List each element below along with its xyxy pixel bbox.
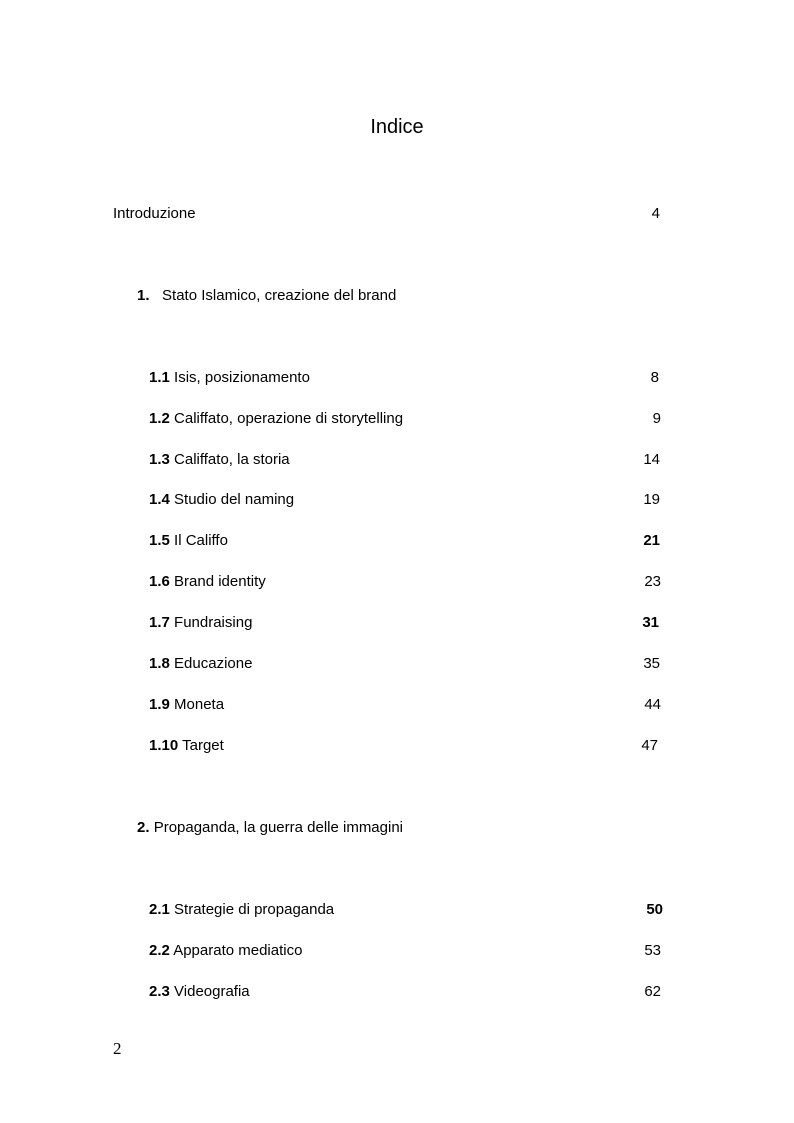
toc-item-label: Isis, posizionamento xyxy=(174,369,310,386)
toc-item-2-3 xyxy=(149,982,250,1002)
toc-item-1-1 xyxy=(149,368,310,388)
toc-item-1-5 xyxy=(149,531,228,551)
toc-item-number: 1.9 xyxy=(149,696,170,713)
toc-item-page: 31 xyxy=(642,614,659,631)
toc-chapter-number: 2. xyxy=(137,819,150,836)
toc-item-number: 1.2 xyxy=(149,410,170,427)
toc-item-1-9 xyxy=(149,695,224,715)
toc-item-1-3 xyxy=(149,450,290,470)
toc-item-number: 1.10 xyxy=(149,737,179,754)
toc-item-page: 62 xyxy=(644,983,661,1000)
toc-item-page: 50 xyxy=(646,901,663,918)
toc-item-number: 1.6 xyxy=(149,573,170,590)
toc-item-label: Califfato, la storia xyxy=(174,451,290,468)
toc-item-1-4 xyxy=(149,490,294,510)
toc-item-page: 53 xyxy=(644,942,661,959)
toc-item-label: Brand identity xyxy=(174,573,266,590)
toc-item-page: 14 xyxy=(643,451,660,468)
toc-item-page: 9 xyxy=(652,410,661,427)
toc-entry-intro xyxy=(113,204,196,224)
toc-item-number: 1.8 xyxy=(149,655,170,672)
toc-item-label: Moneta xyxy=(174,696,225,713)
toc-item-number: 1.5 xyxy=(149,532,170,549)
toc-item-number: 1.3 xyxy=(149,451,170,468)
toc-item-2-1 xyxy=(149,900,334,920)
toc-item-label: Target xyxy=(182,737,224,754)
toc-item-page: 47 xyxy=(641,737,658,754)
toc-item-page: 21 xyxy=(643,532,660,549)
toc-item-number: 1.1 xyxy=(149,369,170,386)
toc-item-label: Strategie di propaganda xyxy=(174,901,335,918)
toc-item-number: 1.7 xyxy=(149,614,170,631)
toc-chapter-label: Stato Islamico, creazione del brand xyxy=(162,287,397,304)
toc-item-label: Studio del naming xyxy=(174,491,295,508)
toc-item-1-7 xyxy=(149,613,252,633)
toc-item-number: 2.3 xyxy=(149,983,170,1000)
toc-item-number: 1.4 xyxy=(149,491,170,508)
toc-entry-page: 4 xyxy=(651,205,660,222)
toc-chapter-1 xyxy=(137,286,396,306)
toc-item-number: 2.2 xyxy=(149,942,170,959)
toc-entry-label: Introduzione xyxy=(113,205,196,222)
toc-item-label: Videografia xyxy=(174,983,250,1000)
toc-item-label: Educazione xyxy=(174,655,253,672)
toc-item-page: 44 xyxy=(644,696,661,713)
toc-item-1-8 xyxy=(149,654,252,674)
toc-title: Indice xyxy=(370,116,424,138)
toc-item-1-2 xyxy=(149,409,403,429)
toc-item-1-6 xyxy=(149,572,266,592)
toc-item-label: Califfato, operazione di storytelling xyxy=(174,410,404,427)
toc-item-1-10 xyxy=(149,736,224,756)
toc-item-label: Apparato mediatico xyxy=(173,942,303,959)
toc-chapter-number: 1. xyxy=(137,287,150,304)
toc-item-page: 19 xyxy=(643,491,660,508)
footer-page-number: 2 xyxy=(113,1039,122,1058)
toc-item-page: 35 xyxy=(643,655,660,672)
toc-item-number: 2.1 xyxy=(149,901,170,918)
toc-chapter-2 xyxy=(137,818,403,838)
toc-item-page: 23 xyxy=(644,573,661,590)
toc-item-2-2 xyxy=(149,941,302,961)
toc-item-label: Fundraising xyxy=(174,614,253,631)
toc-chapter-label: Propaganda, la guerra delle immagini xyxy=(153,819,404,836)
toc-item-page: 8 xyxy=(650,369,659,386)
toc-item-label: Il Califfo xyxy=(174,532,228,549)
